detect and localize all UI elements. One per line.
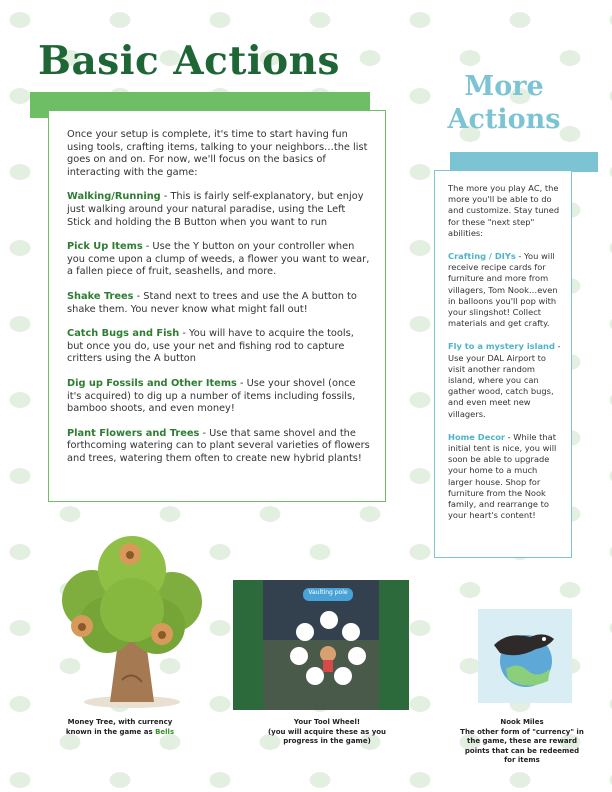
action-head: Shake Trees: [67, 290, 134, 302]
action-catch: [67, 328, 371, 366]
more-head: Crafting / DIYs: [448, 251, 516, 262]
tool-wheel-caption-title: Your Tool Wheel!: [293, 718, 361, 726]
nook-miles-caption-note: The other form of "currency" in the game, these are reward points that can be redeemed for items: [460, 727, 584, 764]
tool-wheel-image: [233, 580, 409, 710]
more-text: - Use your DAL Airport to visit another random island, where you can gather wood, catch bugs, and even meet new villagers.: [448, 341, 561, 419]
more-head: Fly to a mystery island: [448, 341, 555, 352]
action-text: - Stand next to trees and use the A button to shake them. You never know what might fall out!: [67, 290, 357, 315]
basic-actions-intro: Once your setup is complete, it's time to start having fun using tools, crafting items, talking to your neighbors…the list goes on and on. For now, we'll focus on the basics of interacting with the game:: [67, 129, 368, 178]
action-walking: [67, 191, 371, 229]
money-tree-caption-text: Money Tree, with currency known in the game as: [65, 718, 173, 736]
more-crafting: [448, 251, 563, 329]
tool-wheel-caption: [262, 718, 392, 747]
tool-wheel-caption-note: (you will acquire these as you progress in the game): [267, 727, 387, 745]
action-text: - Use the Y button on your controller when you come upon a clump of weeds, a flower you want to wear, a fallen piece of fruit, seashells, and more.: [67, 241, 370, 278]
nook-miles-caption: [460, 718, 584, 766]
action-text: - You will have to acquire the tools, but once you do, use your net and fishing rod to capture critters using the A button: [67, 328, 354, 365]
side-title: More Actions: [447, 71, 561, 135]
more-text: - You will receive recipe cards for furniture and more from villagers, Tom Nook…even in balloons you'll pop with your slingshot! Collect materials and get crafty.: [448, 251, 558, 329]
action-text: - This is fairly self-explanatory, but enjoy just walking around your natural paradise, using the Left Stick and holding the B Button when you want to run: [67, 191, 364, 228]
more-actions-panel: [434, 170, 572, 558]
action-head: Pick Up Items: [67, 241, 143, 253]
action-text: - Use that same shovel and the forthcoming watering can to plant several varieties of flowers and trees, watering them often to create new hybrid plants!: [67, 427, 370, 464]
action-shake-trees: [67, 291, 371, 316]
tool-wheel-label: Vaulting pole: [308, 589, 348, 596]
nook-miles-image: [478, 609, 572, 703]
bell-bag-icon: [119, 543, 141, 565]
action-head: Catch Bugs and Fish: [67, 328, 180, 340]
blue-accent-bar: [450, 152, 598, 172]
more-island: [448, 341, 563, 419]
action-plant: [67, 428, 371, 466]
more-actions-intro: The more you play AC, the more you'll be able to do and customize. Stay tuned for these "next step" abilities:: [448, 183, 560, 238]
bell-bag-icon: [151, 623, 173, 645]
more-head: Home Decor: [448, 431, 506, 442]
money-tree-caption: [60, 718, 180, 737]
more-text: - While that initial tent is nice, you will soon be able to upgrade your home to a much larger house. Shop for furniture from the Nook family, and rearrange to your heart's content!: [448, 431, 557, 521]
action-head: Plant Flowers and Trees: [67, 427, 200, 439]
bell-bag-icon: [71, 615, 93, 637]
action-pick-up: [67, 241, 371, 279]
action-dig: [67, 378, 371, 416]
nook-miles-caption-title: Nook Miles: [500, 718, 544, 726]
page-title: Basic Actions: [38, 38, 340, 84]
bells-highlight: Bells: [155, 727, 175, 736]
action-text: - Use your shovel (once it's acquired) to dig up a number of items including fossils, bamboo shoots, and even money!: [67, 377, 356, 415]
action-head: Dig up Fossils and Other Items: [67, 377, 237, 389]
basic-actions-panel: [48, 110, 386, 502]
money-tree-image: [52, 530, 212, 710]
action-head: Walking/Running: [67, 191, 161, 203]
more-home: [448, 432, 563, 522]
